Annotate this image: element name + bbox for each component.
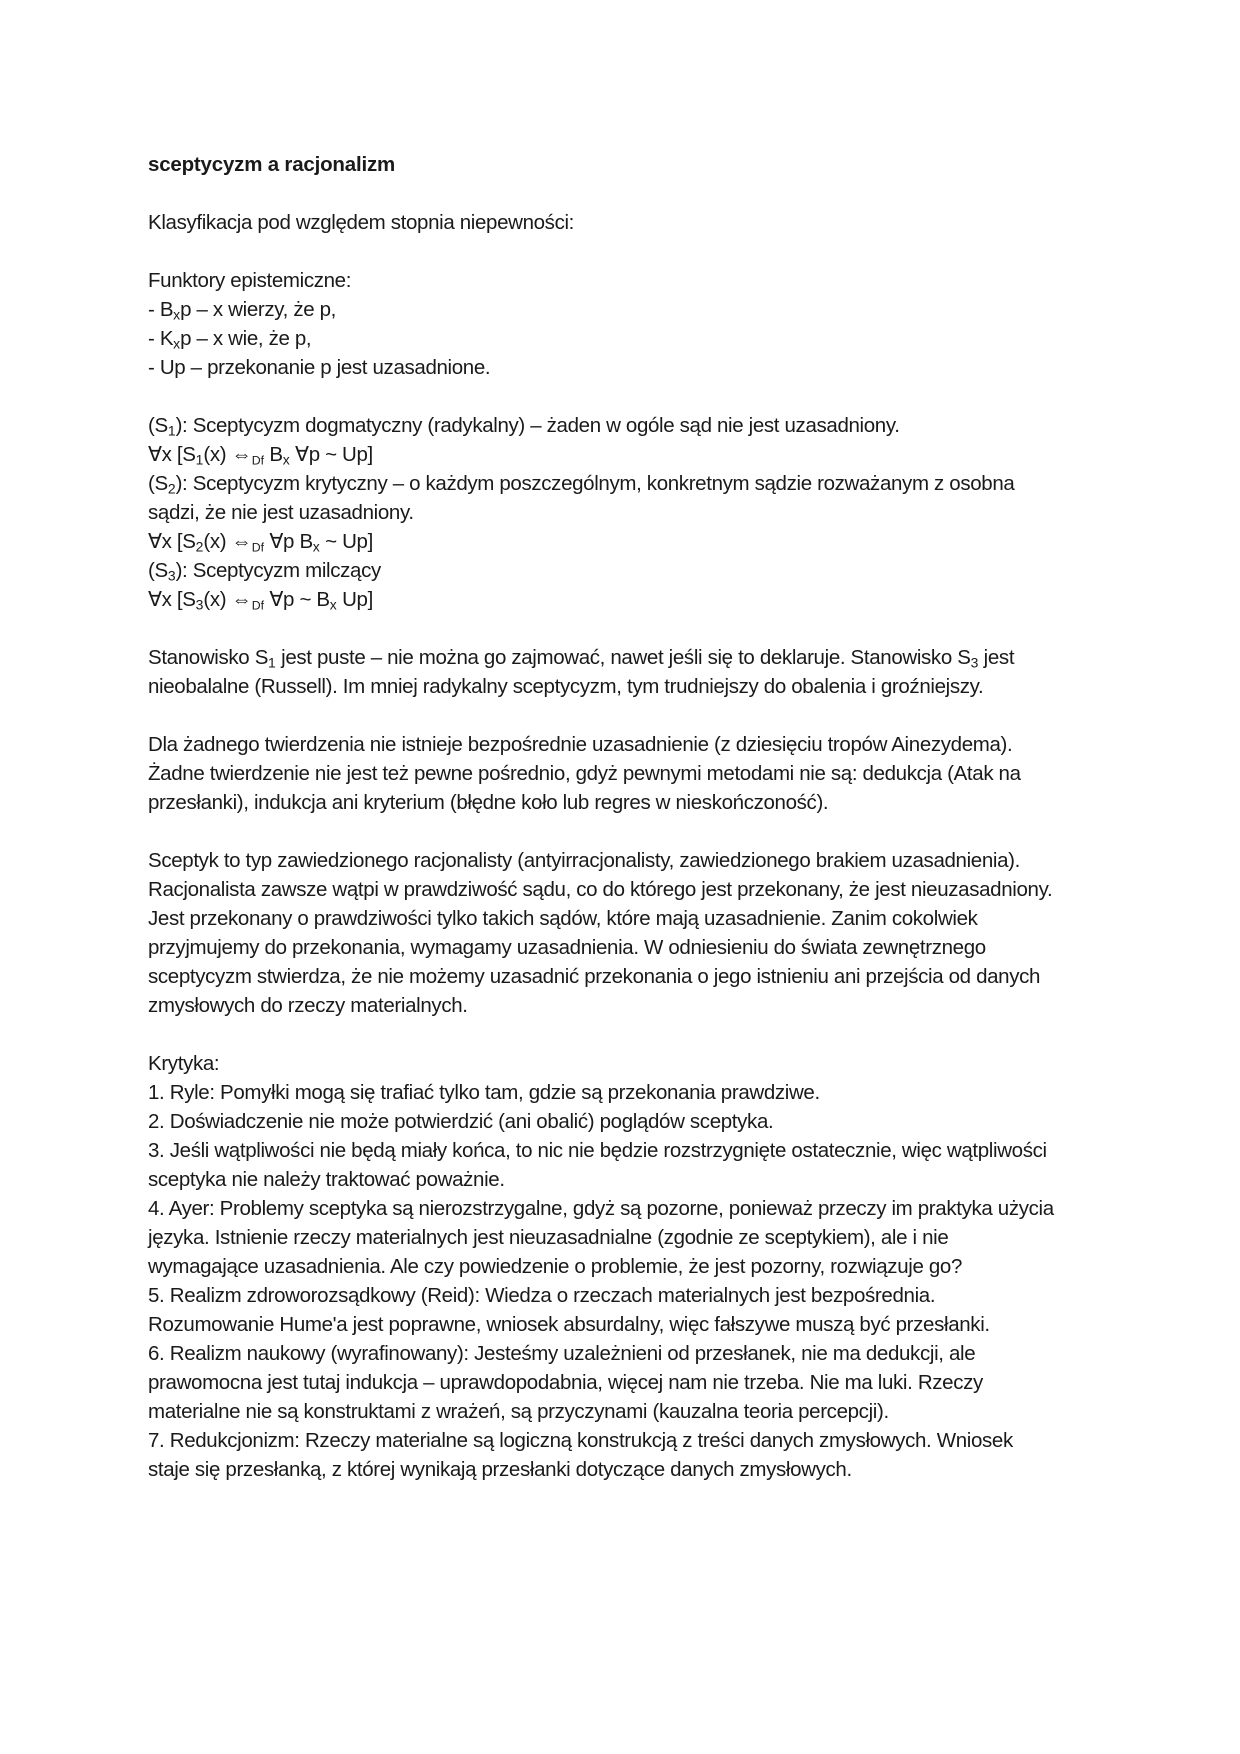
stanowisko-paragraph <box>148 643 1108 701</box>
position-s2-formula: ∀x [$S_2(x)$ ⇔Df ∀p $B_x$ ~ Up] <box>148 530 373 555</box>
text-line: Racjonalista zawsze wątpi w prawdziwość sądu, co do którego jest przekonany, że jest nieuzasadniony. <box>148 878 1053 901</box>
krytyka-item-cont: staje się przesłanką, z której wynikają przesłanki dotyczące danych zmysłowych. <box>148 1458 852 1481</box>
krytyka-item: 2. Doświadczenie nie może potwierdzić (ani obalić) poglądów sceptyka. <box>148 1110 774 1133</box>
text-line: Sceptyk to typ zawiedzionego racjonalisty (antyirracjonalisty, zawiedzionego brakiem uzasadnienia). <box>148 849 1020 872</box>
position-s2-definition: $(S_2)$: Sceptycyzm krytyczny – o każdym poszczególnym, konkretnym sądzie rozważanym z osobna <box>148 472 1015 497</box>
krytyka-item-cont: Rozumowanie Hume'a jest poprawne, wniosek absurdalny, więc fałszywe muszą być przesłanki. <box>148 1313 990 1336</box>
krytyka-item-cont: języka. Istnienie rzeczy materialnych jest nieuzasadnialne (zgodnie ze sceptykiem), ale i nie <box>148 1226 949 1249</box>
functor-belief: - $B_xp$ – x wierzy, że p, <box>148 298 337 323</box>
functor-justified: - Up – przekonanie p jest uzasadnione. <box>148 356 491 379</box>
text-line: Jest przekonany o prawdziwości tylko takich sądów, które mają uzasadnienie. Zanim cokolwiek <box>148 907 978 930</box>
krytyka-item: 5. Realizm zdroworozsądkowy (Reid): Wiedza o rzeczach materialnych jest bezpośrednia. <box>148 1284 936 1307</box>
text-line: Dla żadnego twierdzenia nie istnieje bezpośrednie uzasadnienie (z dziesięciu tropów Ainezydema). <box>148 733 1013 756</box>
krytyka-section <box>148 1049 1108 1484</box>
text-line: przesłanki), indukcja ani kryterium (błędne koło lub regres w nieskończoność). <box>148 791 829 814</box>
krytyka-heading: Krytyka: <box>148 1052 220 1075</box>
krytyka-item: 7. Redukcjonizm: Rzeczy materialne są logiczną konstrukcją z treści danych zmysłowych. Wniosek <box>148 1429 1013 1452</box>
krytyka-item: 1. Ryle: Pomyłki mogą się trafiać tylko tam, gdzie są przekonania prawdziwe. <box>148 1081 820 1104</box>
stanowisko-line-2: nieobalalne (Russell). Im mniej radykalny sceptycyzm, tym trudniejszy do obalenia i groźniejszy. <box>148 675 984 698</box>
position-s3-formula: ∀x [$S_3(x)$ ⇔Df ∀p ~ $B_x$ Up] <box>148 588 373 613</box>
twierdzenie-paragraph <box>148 730 1108 817</box>
krytyka-item: 4. Ayer: Problemy sceptyka są nierozstrzygalne, gdyż są pozorne, ponieważ przeczy im praktyka użycia <box>148 1197 1054 1220</box>
position-s2-definition-cont: sądzi, że nie jest uzasadniony. <box>148 501 414 524</box>
classification-heading: Klasyfikacja pod względem stopnia niepewności: <box>148 211 575 234</box>
sceptyk-paragraph <box>148 846 1108 1020</box>
position-s1-formula: ∀x [$S_1(x)$ ⇔Df $B_x$ ∀p ~ Up] <box>148 443 373 468</box>
krytyka-item-cont: sceptyka nie należy traktować poważnie. <box>148 1168 505 1191</box>
krytyka-item-cont: materialne nie są konstruktami z wrażeń, są przyczynami (kauzalna teoria percepcji). <box>148 1400 889 1423</box>
text-line: przyjmujemy do przekonania, wymagamy uzasadnienia. W odniesieniu do świata zewnętrznego <box>148 936 986 959</box>
text-line: Żadne twierdzenie nie jest też pewne pośrednio, gdyż pewnymi metodami nie są: dedukcja (Atak na <box>148 762 1021 785</box>
document-page <box>148 150 1108 1513</box>
document-title: sceptycyzm a racjonalizm <box>148 153 396 176</box>
krytyka-item: 6. Realizm naukowy (wyrafinowany): Jesteśmy uzależnieni od przesłanek, nie ma dedukcji, ale <box>148 1342 976 1365</box>
stanowisko-line-1: Stanowisko $S_1$ jest puste – nie można go zajmować, nawet jeśli się to deklaruje. Stanowisko $S_3$ jest <box>148 646 1015 671</box>
text-line: zmysłowych do rzeczy materialnych. <box>148 994 468 1017</box>
positions-section <box>148 411 1108 614</box>
position-s1-definition: $(S_1)$: Sceptycyzm dogmatyczny (radykalny) – żaden w ogóle sąd nie jest uzasadniony. <box>148 414 900 439</box>
krytyka-item-cont: wymagające uzasadnienia. Ale czy powiedzenie o problemie, że jest pozorny, rozwiązuje go? <box>148 1255 962 1278</box>
functors-section <box>148 266 1108 382</box>
krytyka-item-cont: prawomocna jest tutaj indukcja – uprawdopodabnia, więcej nam nie trzeba. Nie ma luki. Rzeczy <box>148 1371 983 1394</box>
position-s3-definition: $(S_3)$: Sceptycyzm milczący <box>148 559 381 584</box>
functors-heading: Funktory epistemiczne: <box>148 269 352 292</box>
functor-knowledge: - $K_xp$ – x wie, że p, <box>148 327 312 352</box>
text-line: sceptycyzm stwierdza, że nie możemy uzasadnić przekonania o jego istnieniu ani przejścia od danych <box>148 965 1041 988</box>
krytyka-item: 3. Jeśli wątpliwości nie będą miały końca, to nic nie będzie rozstrzygnięte ostatecznie, więc wątpliwości <box>148 1139 1047 1162</box>
